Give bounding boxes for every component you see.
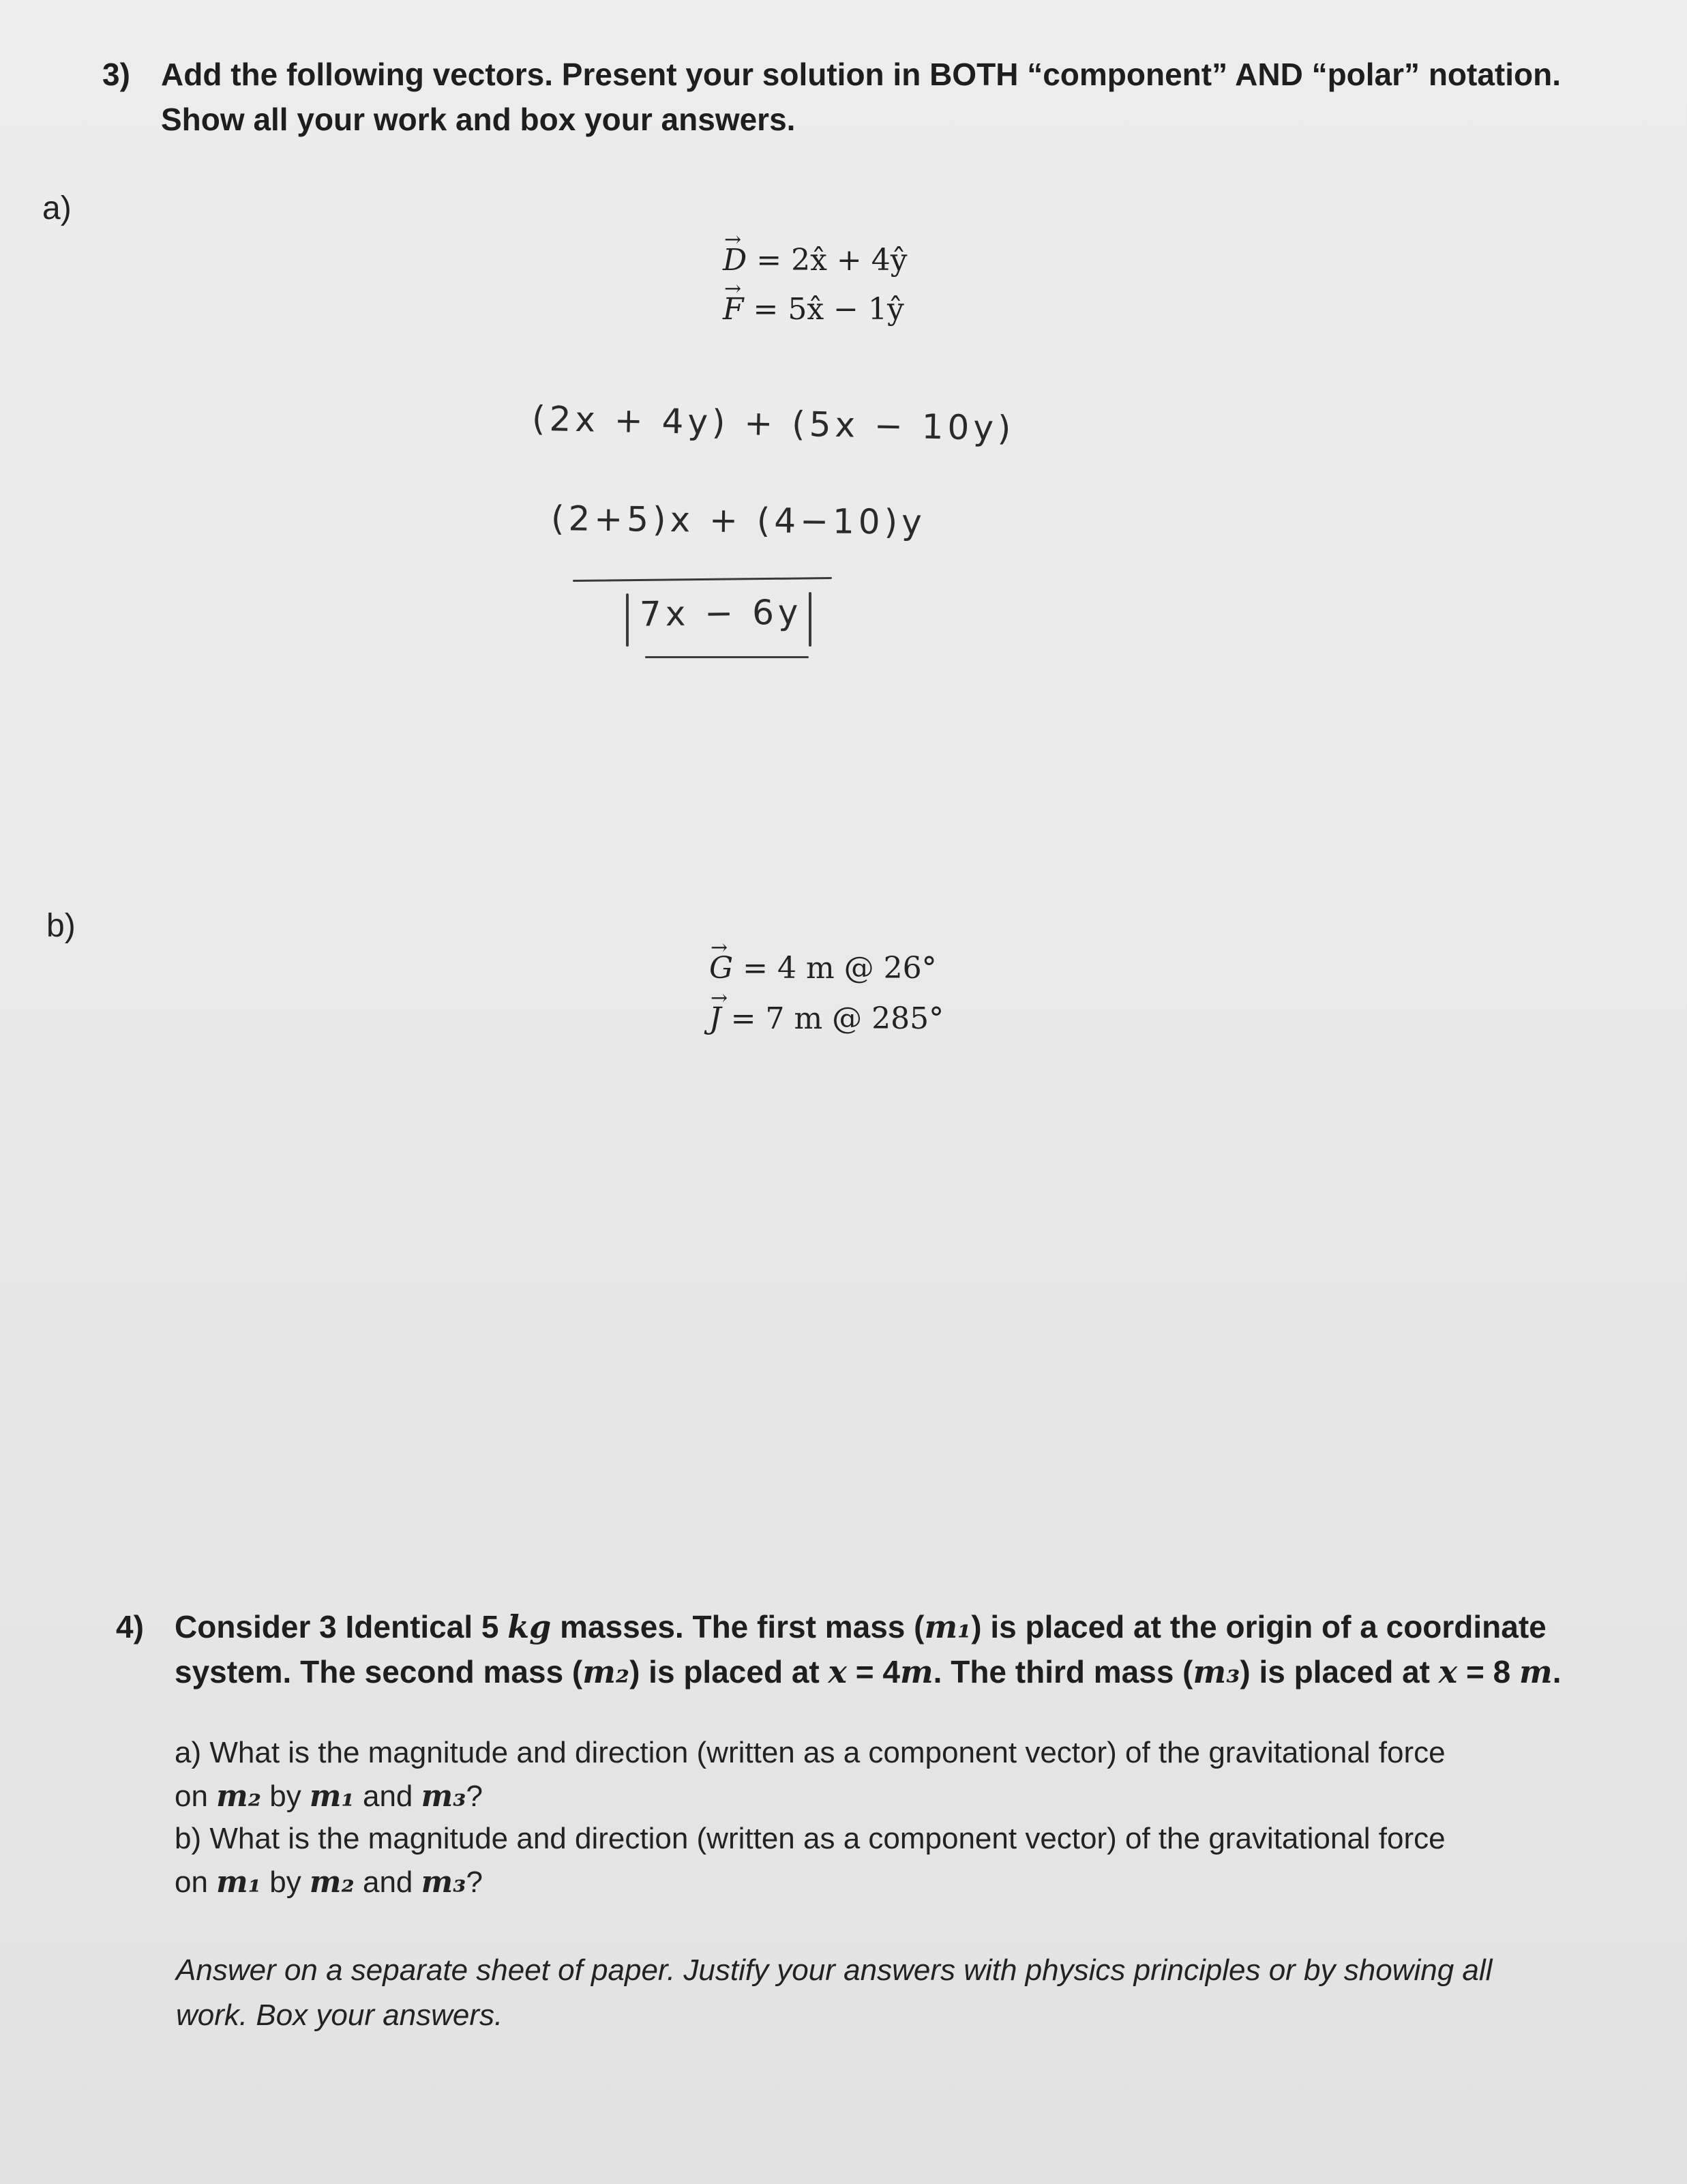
part-a-marker: a) — [42, 190, 72, 226]
vector-j-symbol: → J — [709, 994, 721, 1044]
vector-g-equation: → G = 4 m @ 26° — [709, 944, 937, 993]
handwritten-box-bottom — [645, 656, 809, 658]
handwritten-box-right — [809, 592, 811, 647]
question-3-number: 3) — [102, 57, 130, 92]
vector-j-equation: → J = 7 m @ 285° — [709, 994, 944, 1044]
vector-d-symbol: → D — [723, 236, 747, 285]
handwritten-answer: 7x − 6y — [639, 592, 803, 634]
question-4-line-2: system. The second mass (m₂) is placed at x = 4m. The third mass (m₃) is placed at x = 8 m. — [175, 1653, 1562, 1690]
question-3-prompt — [102, 52, 1637, 142]
vector-f-equation: → F = 5x̂ − 1ŷ — [723, 285, 904, 334]
vector-g-symbol: → G — [709, 944, 733, 993]
handwritten-box-top — [573, 577, 832, 582]
question-3-line-2: Show all your work and box your answers. — [161, 102, 796, 137]
question-3-line-1: 3) Add the following vectors. Present your solution in BOTH “component” AND “polar” notation. — [102, 52, 1637, 97]
question-4-line-1: 4) Consider 3 Identical 5 kg masses. The first mass (m₁) is placed at the origin of a coordinate — [116, 1604, 1657, 1649]
handwritten-step-1: (2x + 4y) + (5x − 10y) — [531, 398, 1016, 449]
question-4-number: 4) — [116, 1609, 144, 1644]
part-b-marker: b) — [46, 908, 76, 944]
answer-instructions: Answer on a separate sheet of paper. Justify your answers with physics principles or by showing all work. Box your answers. — [176, 1953, 1493, 2032]
vector-d-equation: → D = 2x̂ + 4ŷ — [723, 236, 908, 285]
question-4-part-a: a) What is the magnitude and direction (written as a component vector) of the gravitational force on m₂ by m₁ and m₃? — [175, 1736, 1446, 1814]
handwritten-step-2: (2+5)x + (4−10)y — [550, 499, 927, 542]
question-4-prompt — [116, 1604, 1657, 1694]
handwritten-box-left — [626, 593, 629, 647]
vector-f-symbol: → F — [723, 285, 744, 334]
question-4-part-b: b) What is the magnitude and direction (written as a component vector) of the gravitational force on m₁ by m₂ and m₃? — [175, 1822, 1446, 1900]
